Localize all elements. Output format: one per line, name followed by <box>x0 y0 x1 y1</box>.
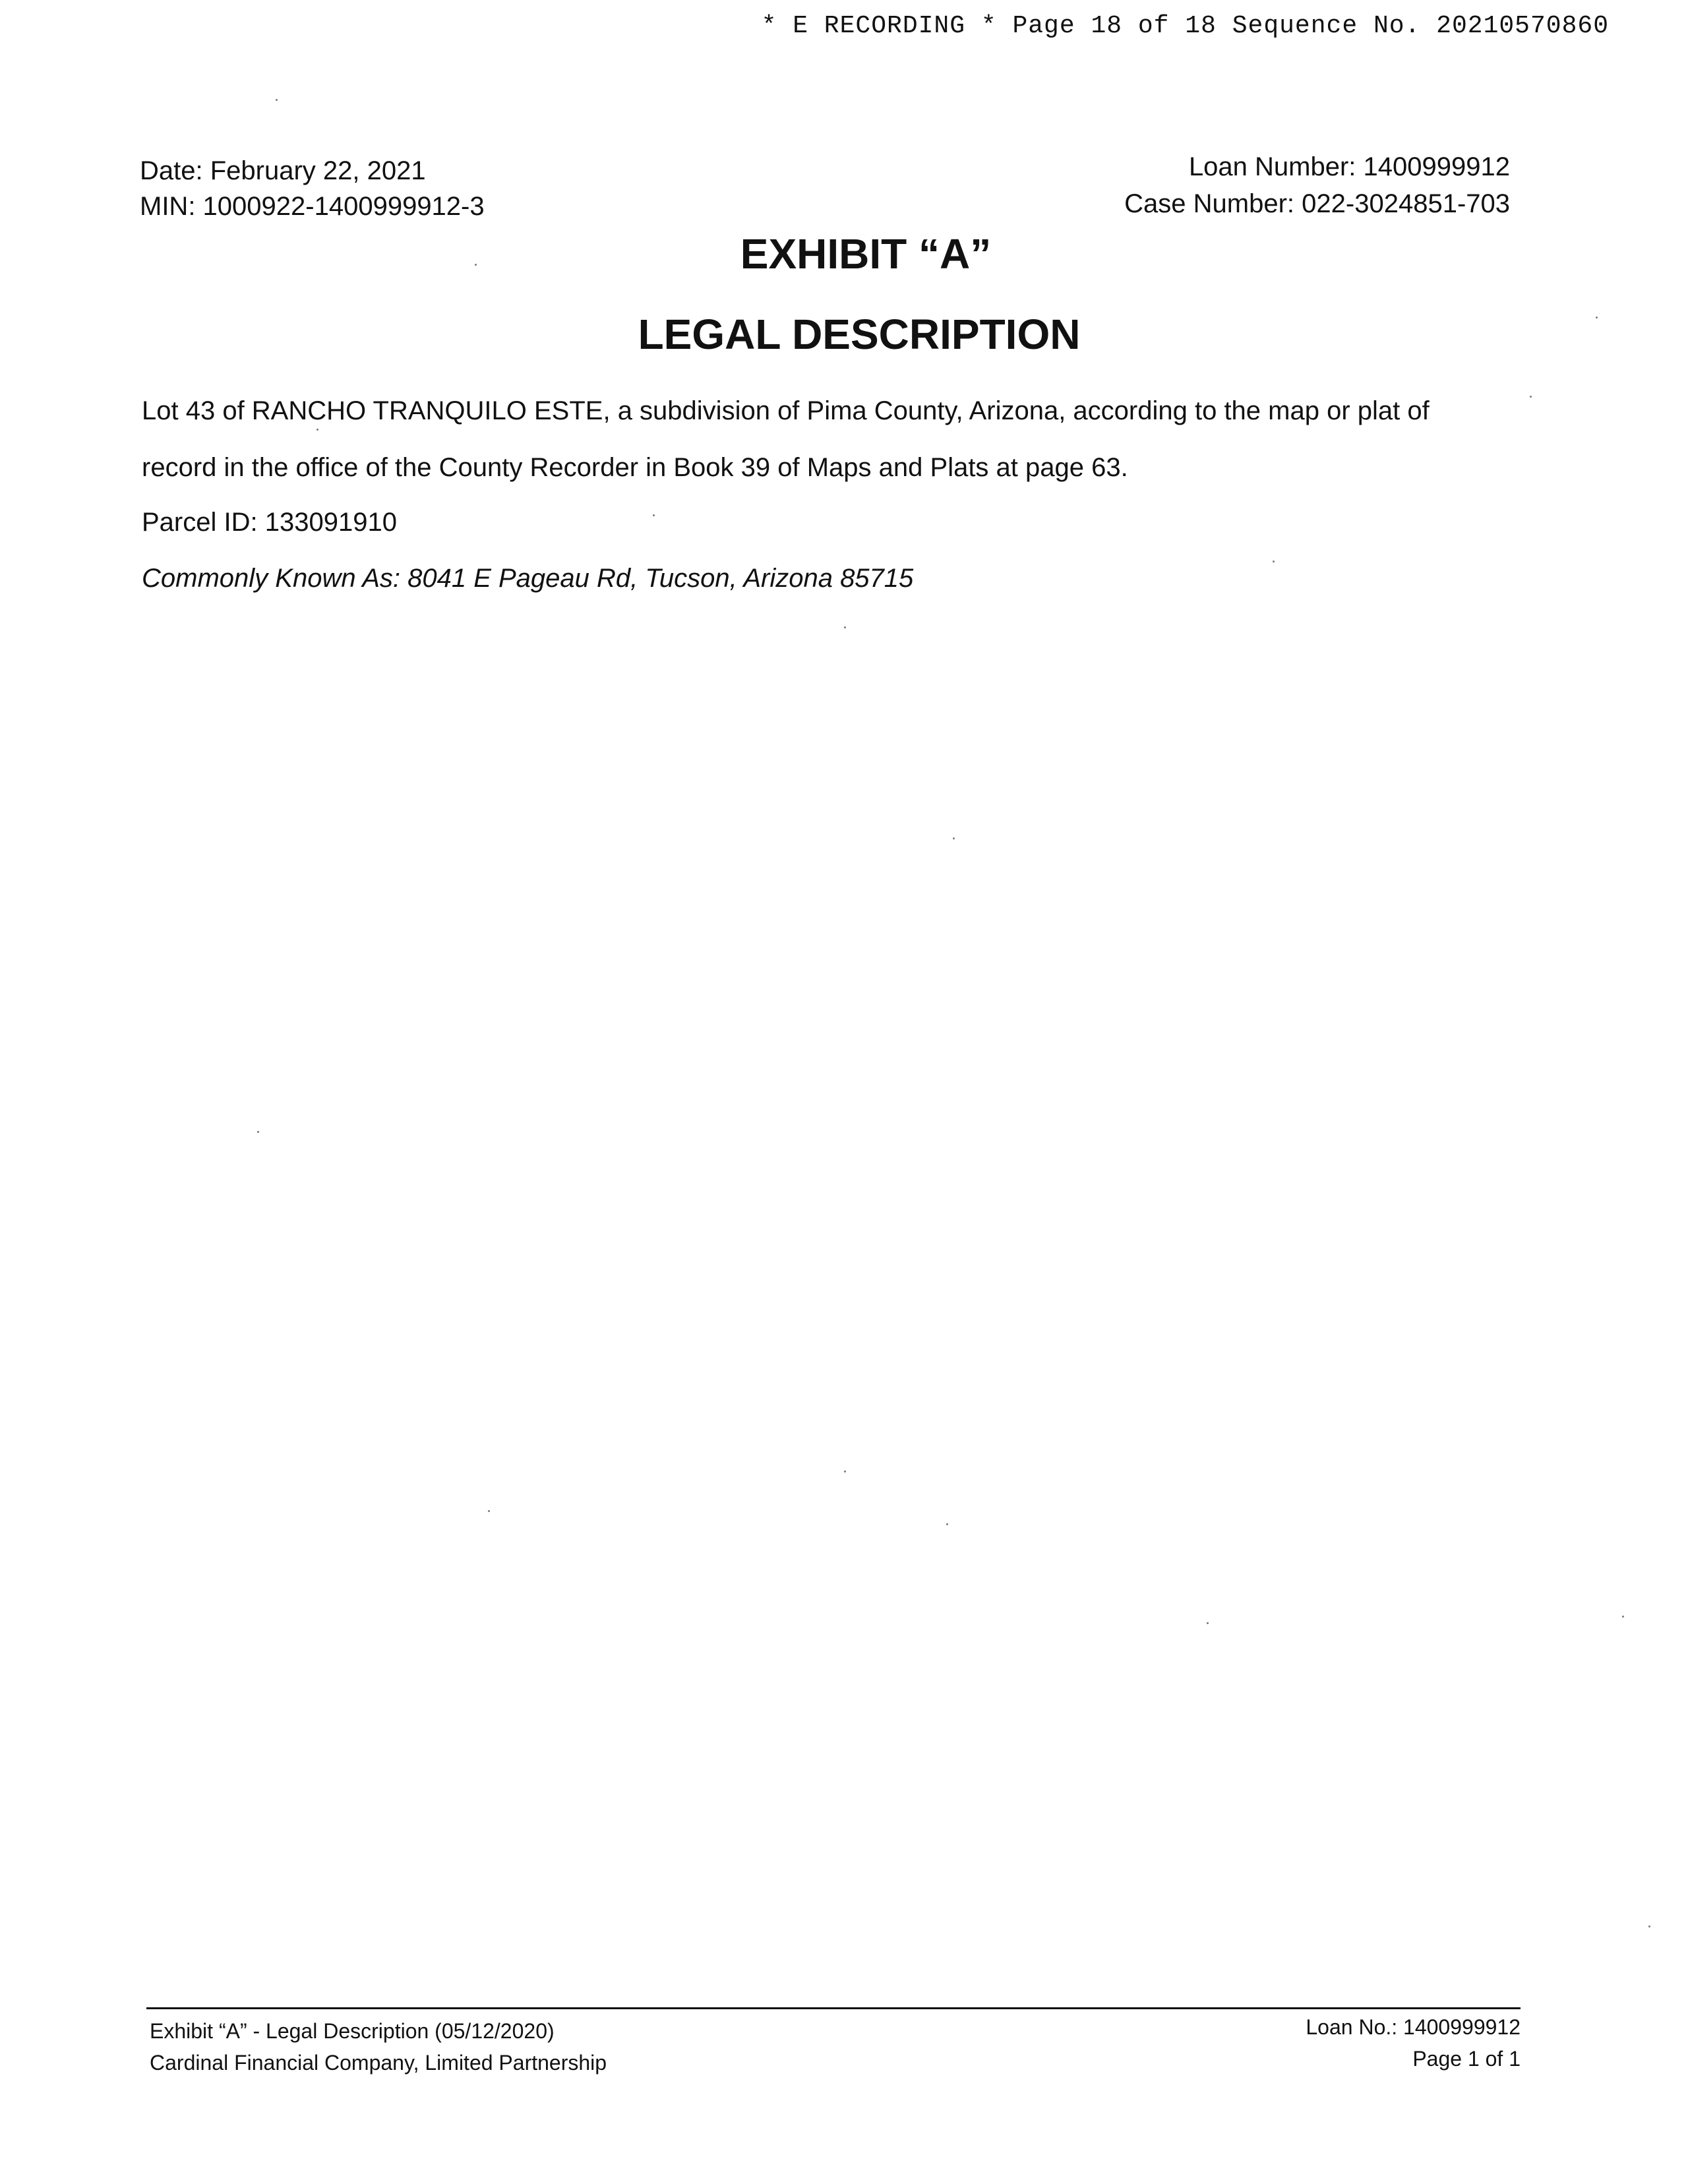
commonly-known-as: Commonly Known As: 8041 E Pageau Rd, Tucson, Arizona 85715 <box>142 564 914 593</box>
legal-description-paragraph: Lot 43 of RANCHO TRANQUILO ESTE, a subdivision of Pima County, Arizona, according to the map or plat of record in the office of the County Recorder in Book 39 of Maps and Plats at page 63. <box>142 396 1430 482</box>
min-line: MIN: 1000922-1400999912-3 <box>140 192 485 221</box>
parcel-id: Parcel ID: 133091910 <box>142 508 397 537</box>
case-number-line: Case Number: 022-3024851-703 <box>1124 189 1510 218</box>
recording-stamp: * E RECORDING * Page 18 of 18 Sequence No. 20210570860 <box>761 12 1609 40</box>
scan-speck <box>1622 1616 1624 1618</box>
legal-description-title: LEGAL DESCRIPTION <box>638 311 1081 358</box>
loan-number-line: Loan Number: 1400999912 <box>1188 152 1510 181</box>
scan-speck <box>257 1131 259 1133</box>
scan-speck <box>844 1471 846 1472</box>
scan-speck <box>1207 1622 1209 1624</box>
exhibit-title: EXHIBIT “A” <box>740 230 992 278</box>
scan-speck <box>1648 1926 1650 1927</box>
scan-speck <box>276 99 278 101</box>
scan-speck <box>475 264 477 266</box>
footer-company: Cardinal Financial Company, Limited Partnership <box>150 2051 607 2075</box>
scan-speck <box>1530 396 1532 398</box>
scan-speck <box>653 514 655 516</box>
footer-form-title: Exhibit “A” - Legal Description (05/12/2020) <box>150 2019 555 2043</box>
date-line: Date: February 22, 2021 <box>140 156 426 185</box>
footer-divider <box>146 2007 1521 2009</box>
scan-speck <box>1596 317 1598 318</box>
scan-speck <box>844 626 846 628</box>
footer-right-block <box>1306 2011 1521 2075</box>
header-left-block <box>140 153 485 224</box>
scan-speck <box>488 1510 490 1512</box>
scan-speck <box>953 837 955 839</box>
header-right-block <box>1124 148 1510 222</box>
footer-page-number: Page 1 of 1 <box>1412 2047 1521 2071</box>
footer-loan-number: Loan No.: 1400999912 <box>1306 2015 1521 2039</box>
scan-speck <box>946 1523 948 1525</box>
footer-left-block <box>150 2015 607 2078</box>
scan-speck <box>1273 561 1275 562</box>
scan-speck <box>316 429 318 431</box>
